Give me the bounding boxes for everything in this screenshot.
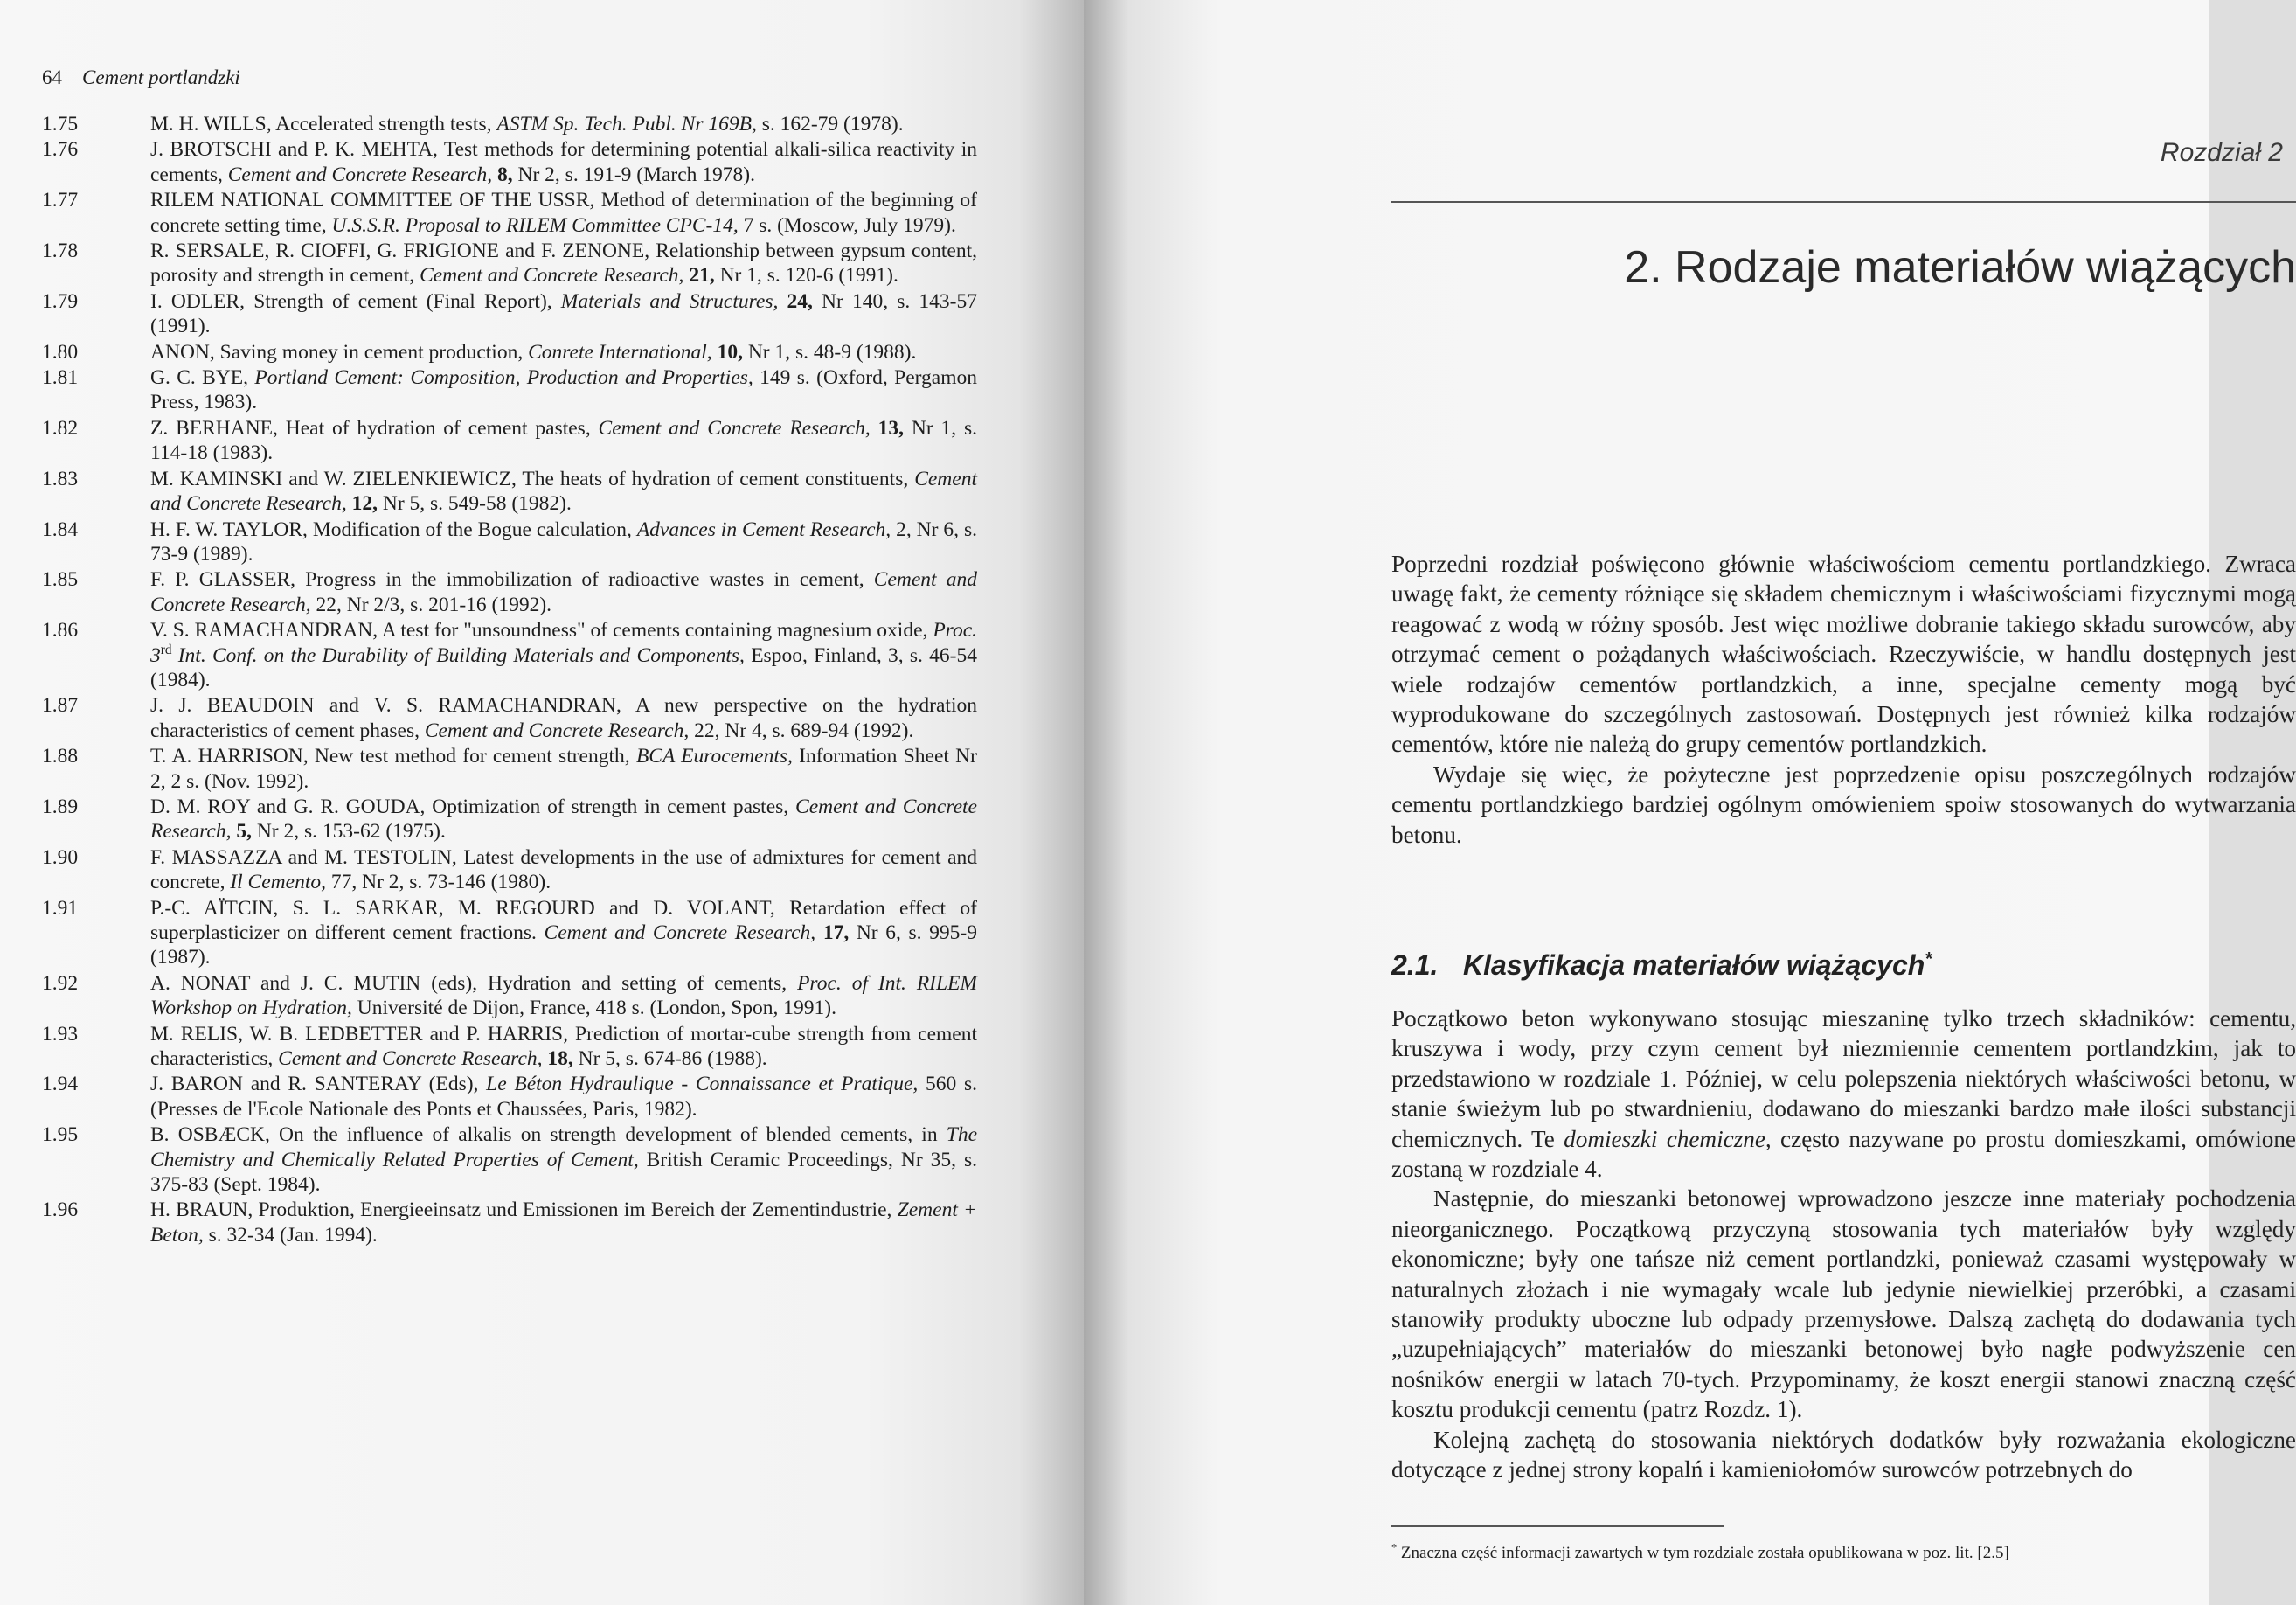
section-number: 2.1.	[1391, 949, 1439, 981]
reference-item	[42, 1198, 977, 1247]
reference-item	[42, 971, 977, 1021]
reference-item	[42, 1022, 977, 1072]
reference-item	[42, 518, 977, 567]
reference-number: 1.91	[42, 896, 79, 920]
text-run: The Chemistry and Chemically Related Properties of Cement,	[150, 1123, 977, 1171]
reference-item	[42, 567, 977, 617]
reference-item	[42, 1122, 977, 1197]
reference-item	[42, 795, 977, 844]
reference-number: 1.76	[42, 138, 79, 162]
reference-item	[42, 365, 977, 415]
reference-text	[150, 618, 977, 692]
section-footnote-marker: *	[1925, 948, 1932, 969]
reference-item	[42, 416, 977, 466]
reference-item	[42, 1072, 977, 1122]
text-run: Nr 140, s. 143-57 (1991).	[150, 289, 977, 338]
intro-text	[1391, 549, 2296, 850]
text-run: I. ODLER, Strength of cement (Final Report),	[150, 289, 561, 313]
text-run: Nr 1, s. 114-18 (1983).	[150, 416, 977, 465]
text-run: rd	[160, 642, 172, 657]
text-run: Z. BERHANE, Heat of hydration of cement pastes,	[150, 416, 599, 440]
reference-text	[150, 416, 977, 466]
left-page-content	[42, 66, 977, 1248]
text-run: T. A. HARRISON, New test method for cement strength,	[150, 745, 636, 768]
text-run: V. S. RAMACHANDRAN, A test for "unsoundness" of cements containing magnesium oxide,	[150, 619, 933, 643]
text-run: Nr 5, s. 549-58 (1982).	[377, 492, 572, 516]
reference-text	[150, 1198, 977, 1247]
text-run: BCA Eurocements,	[635, 745, 793, 768]
footnote-text: Znaczna część informacji zawartych w tym rozdziale została opublikowana w poz. lit. [2.5]	[1400, 1544, 2009, 1562]
reference-text	[150, 239, 977, 288]
text-run: B. OSBÆCK, On the influence of alkalis on strength development of blended cements, in	[150, 1123, 947, 1147]
text-run: Zement + Beton,	[150, 1199, 977, 1247]
text-run: 7 s. (Moscow, July 1979).	[738, 213, 956, 237]
reference-number: 1.87	[42, 694, 79, 718]
text-run	[778, 290, 787, 313]
reference-item	[42, 618, 977, 692]
text-run: Cement and Concrete Research,	[150, 568, 977, 616]
text-run: Information Sheet Nr 2, 2 s. (Nov. 1992).	[150, 745, 977, 793]
text-run: 10,	[717, 340, 743, 364]
reference-number: 1.94	[42, 1073, 79, 1096]
text-run: F. MASSAZZA and M. TESTOLIN, Latest developments in the use of admixtures for cement and concrete,	[150, 845, 977, 894]
right-page	[1084, 0, 2296, 1605]
text-run: Université de Dijon, France, 418 s. (London, Spon, 1991).	[351, 997, 837, 1020]
reference-number: 1.81	[42, 366, 79, 390]
text-run: Cement and Concrete Research,	[150, 795, 977, 844]
reference-text	[150, 365, 977, 415]
text-run: 24,	[787, 289, 813, 313]
reference-item	[42, 239, 977, 288]
text-run: D. M. ROY and G. R. GOUDA, Optimization of strength in cement pastes,	[150, 795, 796, 818]
text-run: Cement and Concrete Research,	[544, 921, 816, 944]
paragraph	[1391, 1004, 2296, 1184]
text-run: 149 s. (Oxford, Pergamon Press, 1983).	[150, 366, 977, 414]
reference-text	[150, 137, 977, 187]
reference-text	[150, 693, 977, 743]
text-run	[871, 417, 878, 440]
text-run: Cement and Concrete Research,	[278, 1047, 543, 1071]
text-run: Nr 5, s. 674-86 (1988).	[572, 1047, 767, 1071]
text-run: H. BRAUN, Produktion, Energieeinsatz und Emissionen im Bereich der Zementindustrie,	[150, 1199, 898, 1222]
paragraph	[1391, 760, 2296, 850]
text-run: Proc. of Int. RILEM Workshop on Hydration,	[150, 971, 978, 1020]
reference-text	[150, 795, 977, 844]
footnote	[1391, 1541, 2296, 1563]
text-run: 12,	[351, 492, 378, 516]
text-run: Int. Conf. on the Durability of Building Materials and Components,	[171, 643, 745, 667]
text-run: Następnie, do mieszanki betonowej wprowadzono jeszcze inne materiały pochodzenia nieorganicznego. Początkową przyczyną stosowania tych materiałów były względy ekonomiczne; były one tańsze niż cement portlandzki, ponieważ czasami występowały w naturalnych złożach i nie wymagały wcale lub jedynie niewielkiej przeróbki, a czasami stanowiły produkty uboczne lub odpady przemysłowe. Dalszą zachętą do dodawania tych „uzupełniających” materiałów do mieszanki betonowej było nagłe podwyższenie cen nośników energii w latach 70-tych. Przypominamy, że koszt energii stanowi znaczną część kosztu produkcji cementu (patrz Rozdz. 1).	[1391, 1185, 2296, 1423]
text-run: Il Cemento,	[230, 871, 326, 894]
reference-number: 1.79	[42, 289, 79, 313]
reference-text	[150, 1072, 977, 1122]
reference-text	[150, 845, 977, 895]
section-title: Klasyfikacja materiałów wiążących	[1463, 949, 1925, 981]
reference-number: 1.77	[42, 189, 79, 212]
text-run: Materials and Structures,	[560, 289, 779, 313]
text-run: 17,	[822, 921, 850, 944]
reference-list	[42, 112, 977, 1247]
reference-item	[42, 744, 977, 794]
text-run: Nr 1, s. 120-6 (1991).	[714, 264, 898, 288]
text-run: 77, Nr 2, s. 73-146 (1980).	[325, 871, 551, 894]
paragraph	[1391, 549, 2296, 760]
text-run: Cement and Concrete Research,	[424, 719, 690, 742]
text-run: Portland Cement: Composition, Production and Properties,	[254, 366, 753, 390]
reference-item	[42, 340, 977, 365]
reference-item	[42, 112, 977, 136]
reference-number: 1.92	[42, 971, 79, 995]
reference-number: 1.84	[42, 518, 79, 541]
text-run: ANON, Saving money in cement production,	[150, 340, 529, 364]
reference-number: 1.96	[42, 1199, 79, 1222]
text-run: s. 162-79 (1978).	[756, 113, 904, 135]
text-run: Cement and Concrete Research,	[227, 163, 493, 186]
reference-text	[150, 188, 977, 238]
reference-item	[42, 896, 977, 970]
text-run: P.-C. AÏTCIN, S. L. SARKAR, M. REGOURD and D. VOLANT, Retardation effect of superplasticizer on different cement fractions.	[150, 896, 977, 944]
reference-text	[150, 340, 977, 365]
text-run: często nazywane po prostu domieszkami, omówione zostaną w rozdziale 4.	[1391, 1125, 2296, 1183]
footnote-rule	[1391, 1525, 1724, 1527]
text-run: Początkowo beton wykonywano stosując mieszaninę tylko trzech składników: cementu, kruszywa i wody, przy czym cement był niezmiennie cementem portlandzkim, jak to przedstawiono w rozdziale 1. Później, w celu polepszenia niektórych właściwości betonu, w stanie świeżym lub po stwardnieniu, dodawano do mieszanki bardzo małe ilości substancji chemicznych. Te	[1391, 1005, 2296, 1152]
reference-number: 1.82	[42, 416, 79, 440]
text-run: 22, Nr 2/3, s. 201-16 (1992).	[310, 593, 552, 616]
chapter-rule	[1391, 201, 2296, 203]
reference-number: 1.78	[42, 240, 79, 263]
text-run: Conrete International,	[528, 340, 712, 364]
reference-text	[150, 1122, 977, 1197]
reference-number: 1.75	[42, 113, 79, 135]
text-run: J. BARON and R. SANTERAY (Eds),	[150, 1073, 487, 1096]
text-run: M. H. WILLS, Accelerated strength tests,	[150, 113, 497, 135]
page-number: 64	[42, 66, 62, 88]
reference-text	[150, 896, 977, 970]
text-run: Kolejną zachętą do stosowania niektórych dodatków były rozważania ekologiczne dotyczące z jednej strony kopalń i kamieniołomów surowców potrzebnych do	[1391, 1426, 2296, 1483]
running-title: Cement portlandzki	[82, 66, 240, 88]
reference-number: 1.93	[42, 1022, 79, 1046]
text-run: 8,	[497, 163, 513, 186]
text-run: 13,	[877, 416, 905, 440]
text-run: British Ceramic Proceedings, Nr 35, s. 375-83 (Sept. 1984).	[150, 1148, 977, 1197]
reference-number: 1.89	[42, 795, 79, 818]
text-run: U.S.S.R. Proposal to RILEM Committee CPC-14,	[331, 213, 739, 237]
text-run: Proc. 3	[150, 619, 977, 667]
reference-text	[150, 567, 977, 617]
text-run: Cement and Concrete Research,	[420, 264, 684, 288]
reference-number: 1.86	[42, 619, 79, 643]
text-run: Nr 2, s. 153-62 (1975).	[251, 820, 446, 844]
text-run: 2, Nr 6, s. 73-9 (1989).	[150, 518, 977, 566]
text-run: Cement and Concrete Research,	[150, 467, 977, 516]
text-run: A. NONAT and J. C. MUTIN (eds), Hydration and setting of cements,	[150, 971, 798, 995]
text-run: Wydaje się więc, że pożyteczne jest poprzedzenie opisu poszczególnych rodzajów cementu portlandzkiego bardziej ogólnym omówieniem spoiw stosowanych do wytwarzania betonu.	[1391, 761, 2296, 848]
text-run: 21,	[689, 264, 715, 288]
reference-number: 1.95	[42, 1123, 79, 1147]
paragraph	[1391, 1184, 2296, 1424]
text-run: 560 s. (Presses de l'Ecole Nationale des Ponts et Chaussées, Paris, 1982).	[150, 1073, 977, 1121]
text-run: s. 32-34 (Jan. 1994).	[203, 1223, 378, 1247]
reference-number: 1.85	[42, 568, 79, 592]
reference-text	[150, 744, 977, 794]
section-heading	[1391, 949, 2296, 982]
reference-number: 1.88	[42, 745, 79, 768]
text-run: G. C. BYE,	[150, 366, 255, 390]
text-run	[815, 921, 823, 944]
reference-text	[150, 112, 977, 136]
text-run: J. BROTSCHI and P. K. MEHTA, Test methods for determining potential alkali-silica reactivity in cements,	[150, 138, 977, 186]
text-run: H. F. W. TAYLOR, Modification of the Bogue calculation,	[150, 518, 637, 541]
section-body-text	[1391, 1004, 2296, 1485]
reference-text	[150, 467, 977, 517]
text-run: RILEM NATIONAL COMMITTEE OF THE USSR, Method of determination of the beginning of concrete setting time,	[150, 189, 977, 237]
text-run: M. RELIS, W. B. LEDBETTER and P. HARRIS, Prediction of mortar-cube strength from cement characteristics,	[150, 1022, 977, 1071]
text-run: Le Béton Hydraulique - Connaissance et Pratique,	[486, 1073, 919, 1096]
text-run: 5,	[236, 820, 252, 844]
footnote-marker: *	[1391, 1541, 1398, 1554]
text-run: Espoo, Finland, 3, s. 46-54 (1984).	[150, 643, 977, 691]
text-run: M. KAMINSKI and W. ZIELENKIEWICZ, The heats of hydration of cement constituents,	[150, 467, 915, 490]
reference-number: 1.80	[42, 340, 79, 364]
reference-item	[42, 845, 977, 895]
reference-text	[150, 971, 977, 1021]
reference-item	[42, 289, 977, 339]
reference-item	[42, 467, 977, 517]
reference-item	[42, 188, 977, 238]
text-run: Nr 2, s. 191-9 (March 1978).	[512, 163, 756, 186]
text-run: 18,	[547, 1047, 573, 1071]
left-page	[0, 0, 1084, 1605]
reference-text	[150, 518, 977, 567]
reference-item	[42, 137, 977, 187]
text-run: J. J. BEAUDOIN and V. S. RAMACHANDRAN, A new perspective on the hydration characteristics of cement phases,	[150, 694, 977, 742]
reference-text	[150, 1022, 977, 1072]
chapter-title: 2. Rodzaje materiałów wiążących	[1624, 242, 2296, 293]
paragraph	[1391, 1425, 2296, 1485]
text-run: Nr 1, s. 48-9 (1988).	[742, 340, 917, 364]
text-run: 22, Nr 4, s. 689-94 (1992).	[689, 719, 914, 742]
text-run: R. SERSALE, R. CIOFFI, G. FRIGIONE and F. ZENONE, Relationship between gypsum content, porosity and strength in cement,	[150, 240, 977, 288]
reference-text	[150, 289, 977, 339]
text-run: Cement and Concrete Research,	[598, 416, 871, 440]
reference-item	[42, 693, 977, 743]
text-run: ASTM Sp. Tech. Publ. Nr 169B,	[496, 113, 757, 135]
running-header	[42, 66, 977, 89]
text-run: Nr 6, s. 995-9 (1987).	[150, 921, 977, 969]
text-run: F. P. GLASSER, Progress in the immobilization of radioactive wastes in cement,	[150, 568, 874, 592]
text-run: Advances in Cement Research,	[636, 518, 891, 541]
reference-number: 1.83	[42, 467, 79, 490]
reference-number: 1.90	[42, 845, 79, 869]
text-run: Poprzedni rozdział poświęcono głównie właściwościom cementu portlandzkiego. Zwraca uwagę fakt, że cementy różniące się składem chemicznym i właściwościami fizycznymi mogą reagować z wodą w różny sposób. Jest więc możliwe dobranie takiego składu surowców, aby otrzymać cement o pożądanych właściwościach. Rzeczywiście, w handlu dostępnych jest wiele rodzajów cementów portlandzkich, a inne, specjalne cementy mogą być wyprodukowane do szczególnych zastosowań. Dostępnych jest również kilka rodzajów cementów, które nie należą do grupy cementów portlandzkich.	[1391, 551, 2296, 758]
chapter-label: Rozdział 2	[2160, 138, 2283, 167]
text-run: domieszki chemiczne,	[1564, 1125, 1772, 1152]
